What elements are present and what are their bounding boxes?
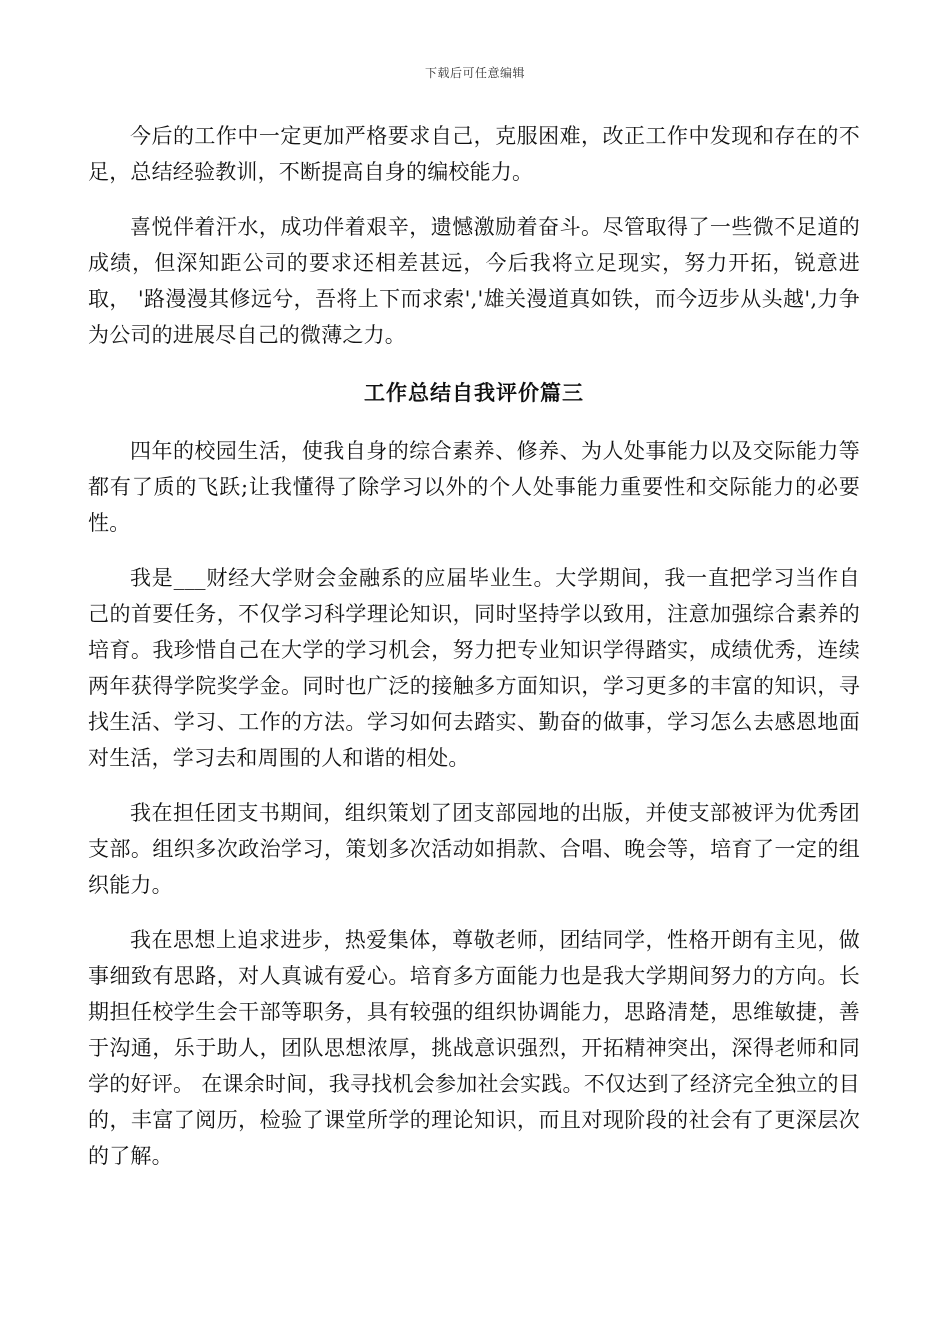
document-body [88,118,860,1174]
paragraph: 今后的工作中一定更加严格要求自己，克服困难，改正工作中发现和存在的不足，总结经验教训，不断提高自身的编校能力。 [88,124,860,184]
section-title: 工作总结自我评价篇三 [364,381,584,405]
paragraph: 我是___财经大学财会金融系的应届毕业生。大学期间，我一直把学习当作自己的首要任务，不仅学习科学理论知识，同时坚持学以致用，注意加强综合素养的培育。我珍惜自己在大学的学习机会，努力把专业知识学得踏实，成绩优秀，连续两年获得学院奖学金。同时也广泛的接触多方面知识，学习更多的丰富的知识，寻找生活、学习、工作的方法。学习如何去踏实、勤奋的做事，学习怎么去感恩地面对生活，学习去和周围的人和谐的相处。 [88,566,860,770]
header-note: 下载后可任意编辑 [424,66,525,80]
paragraph: 我在担任团支书期间，组织策划了团支部园地的出版，并使支部被评为优秀团支部。组织多次政治学习，策划多次活动如捐款、合唱、晚会等，培育了一定的组织能力。 [88,801,860,897]
paragraph: 我在思想上追求进步，热爱集体，尊敬老师，团结同学，性格开朗有主见，做事细致有思路，对人真诚有爱心。培育多方面能力也是我大学期间努力的方向。长期担任校学生会干部等职务，具有较强的组织协调能力，思路清楚，思维敏捷，善于沟通，乐于助人，团队思想浓厚，挑战意识强烈，开拓精神突出，深得老师和同学的好评。 在课余时间，我寻找机会参加社会实践。不仅达到了经济完全独立的目的，丰富了阅历，检验了课堂所学的理论知识，而且对现阶段的社会有了更深层次的了解。 [88,928,860,1168]
paragraph: 喜悦伴着汗水，成功伴着艰辛，遗憾激励着奋斗。尽管取得了一些微不足道的成绩，但深知距公司的要求还相差甚远，今后我将立足现实，努力开拓，锐意进取， '路漫漫其修远兮，吾将上下而求索','雄关漫道真如铁，而今迈步从头越',力争为公司的进展尽自己的微薄之力。 [88,215,860,347]
paragraph: 四年的校园生活，使我自身的综合素养、修养、为人处事能力以及交际能力等都有了质的飞跃;让我懂得了除学习以外的个人处事能力重要性和交际能力的必要性。 [88,439,860,535]
